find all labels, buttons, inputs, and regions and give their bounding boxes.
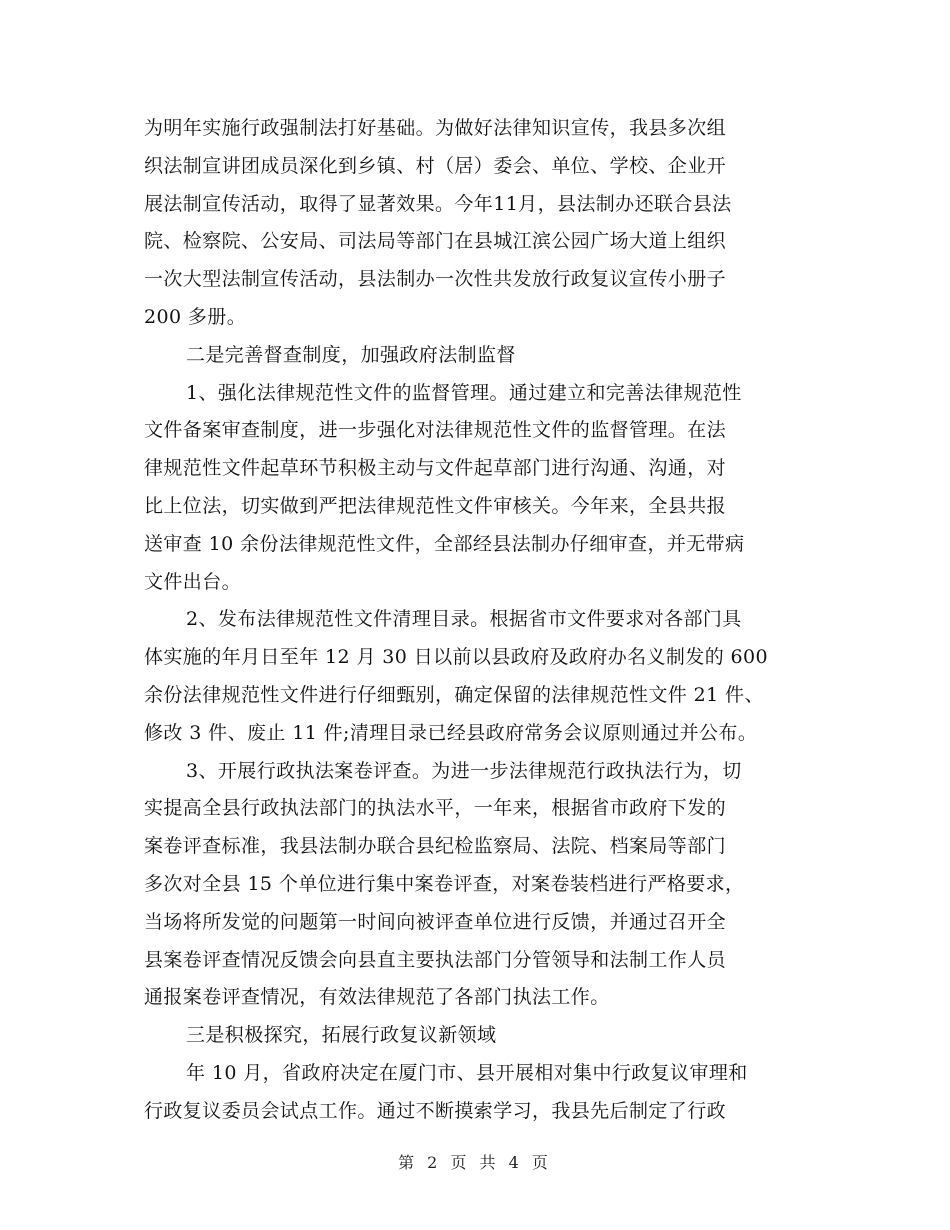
text-line: 送审查 10 余份法律规范性文件，全部经县法制办仔细审查，并无带病 bbox=[144, 532, 745, 555]
text-line: 县案卷评查情况反馈会向县直主要执法部门分管领导和法制工作人员 bbox=[144, 948, 727, 971]
document-body bbox=[144, 110, 814, 1131]
text-line: 织法制宣讲团成员深化到乡镇、村（居）委会、单位、学校、企业开 bbox=[144, 154, 727, 177]
text-line: 1、强化法律规范性文件的监督管理。通过建立和完善法律规范性 bbox=[186, 381, 742, 404]
text-line: 当场将所发觉的问题第一时间向被评查单位进行反馈，并通过召开全 bbox=[144, 910, 727, 933]
text-line: 三是积极探究，拓展行政复议新领域 bbox=[186, 1024, 497, 1047]
text-line: 文件出台。 bbox=[144, 570, 242, 593]
text-line: 二是完善督查制度，加强政府法制监督 bbox=[186, 343, 516, 366]
text-line: 律规范性文件起草环节积极主动与文件起草部门进行沟通、沟通，对 bbox=[144, 457, 727, 480]
text-line: 展法制宣传活动，取得了显著效果。今年11月，县法制办还联合县法 bbox=[144, 192, 732, 215]
text-line: 修改 3 件、废止 11 件;清理目录已经县政府常务会议原则通过并公布。 bbox=[144, 721, 758, 744]
text-line: 一次大型法制宣传活动，县法制办一次性共发放行政复议宣传小册子 bbox=[144, 268, 727, 291]
text-line: 为明年实施行政强制法打好基础。为做好法律知识宣传，我县多次组 bbox=[144, 117, 727, 139]
text-line: 比上位法，切实做到严把法律规范性文件审核关。今年来，全县共报 bbox=[144, 494, 727, 517]
text-line: 年 10 月，省政府决定在厦门市、县开展相对集中行政复议审理和 bbox=[186, 1061, 748, 1084]
text-line: 3、开展行政执法案卷评查。为进一步法律规范行政执法行为，切 bbox=[186, 759, 742, 782]
text-line: 体实施的年月日至年 12 月 30 日以前以县政府及政府办名义制发的 600 bbox=[144, 646, 769, 669]
text-line: 多次对全县 15 个单位进行集中案卷评查，对案卷装档进行严格要求， bbox=[144, 872, 745, 895]
text-line: 200 多册。 bbox=[144, 305, 247, 328]
text-line: 文件备案审查制度，进一步强化对法律规范性文件的监督管理。在法 bbox=[144, 419, 727, 442]
text-line: 行政复议委员会试点工作。通过不断摸索学习，我县先后制定了行政 bbox=[144, 1099, 727, 1122]
text-line: 余份法律规范性文件进行仔细甄别，确定保留的法律规范性文件 21 件、 bbox=[144, 683, 764, 706]
page-number-footer: 第 2 页 共 4 页 bbox=[398, 1153, 552, 1172]
text-line: 通报案卷评查情况，有效法律规范了各部门执法工作。 bbox=[144, 986, 610, 1009]
text-line: 院、检察院、公安局、司法局等部门在县城江滨公园广场大道上组织 bbox=[144, 230, 727, 253]
text-line: 2、发布法律规范性文件清理目录。根据省市文件要求对各部门具 bbox=[186, 608, 742, 631]
text-line: 实提高全县行政执法部门的执法水平，一年来，根据省市政府下发的 bbox=[144, 797, 727, 820]
text-line: 案卷评查标准，我县法制办联合县纪检监察局、法院、档案局等部门 bbox=[144, 835, 727, 858]
